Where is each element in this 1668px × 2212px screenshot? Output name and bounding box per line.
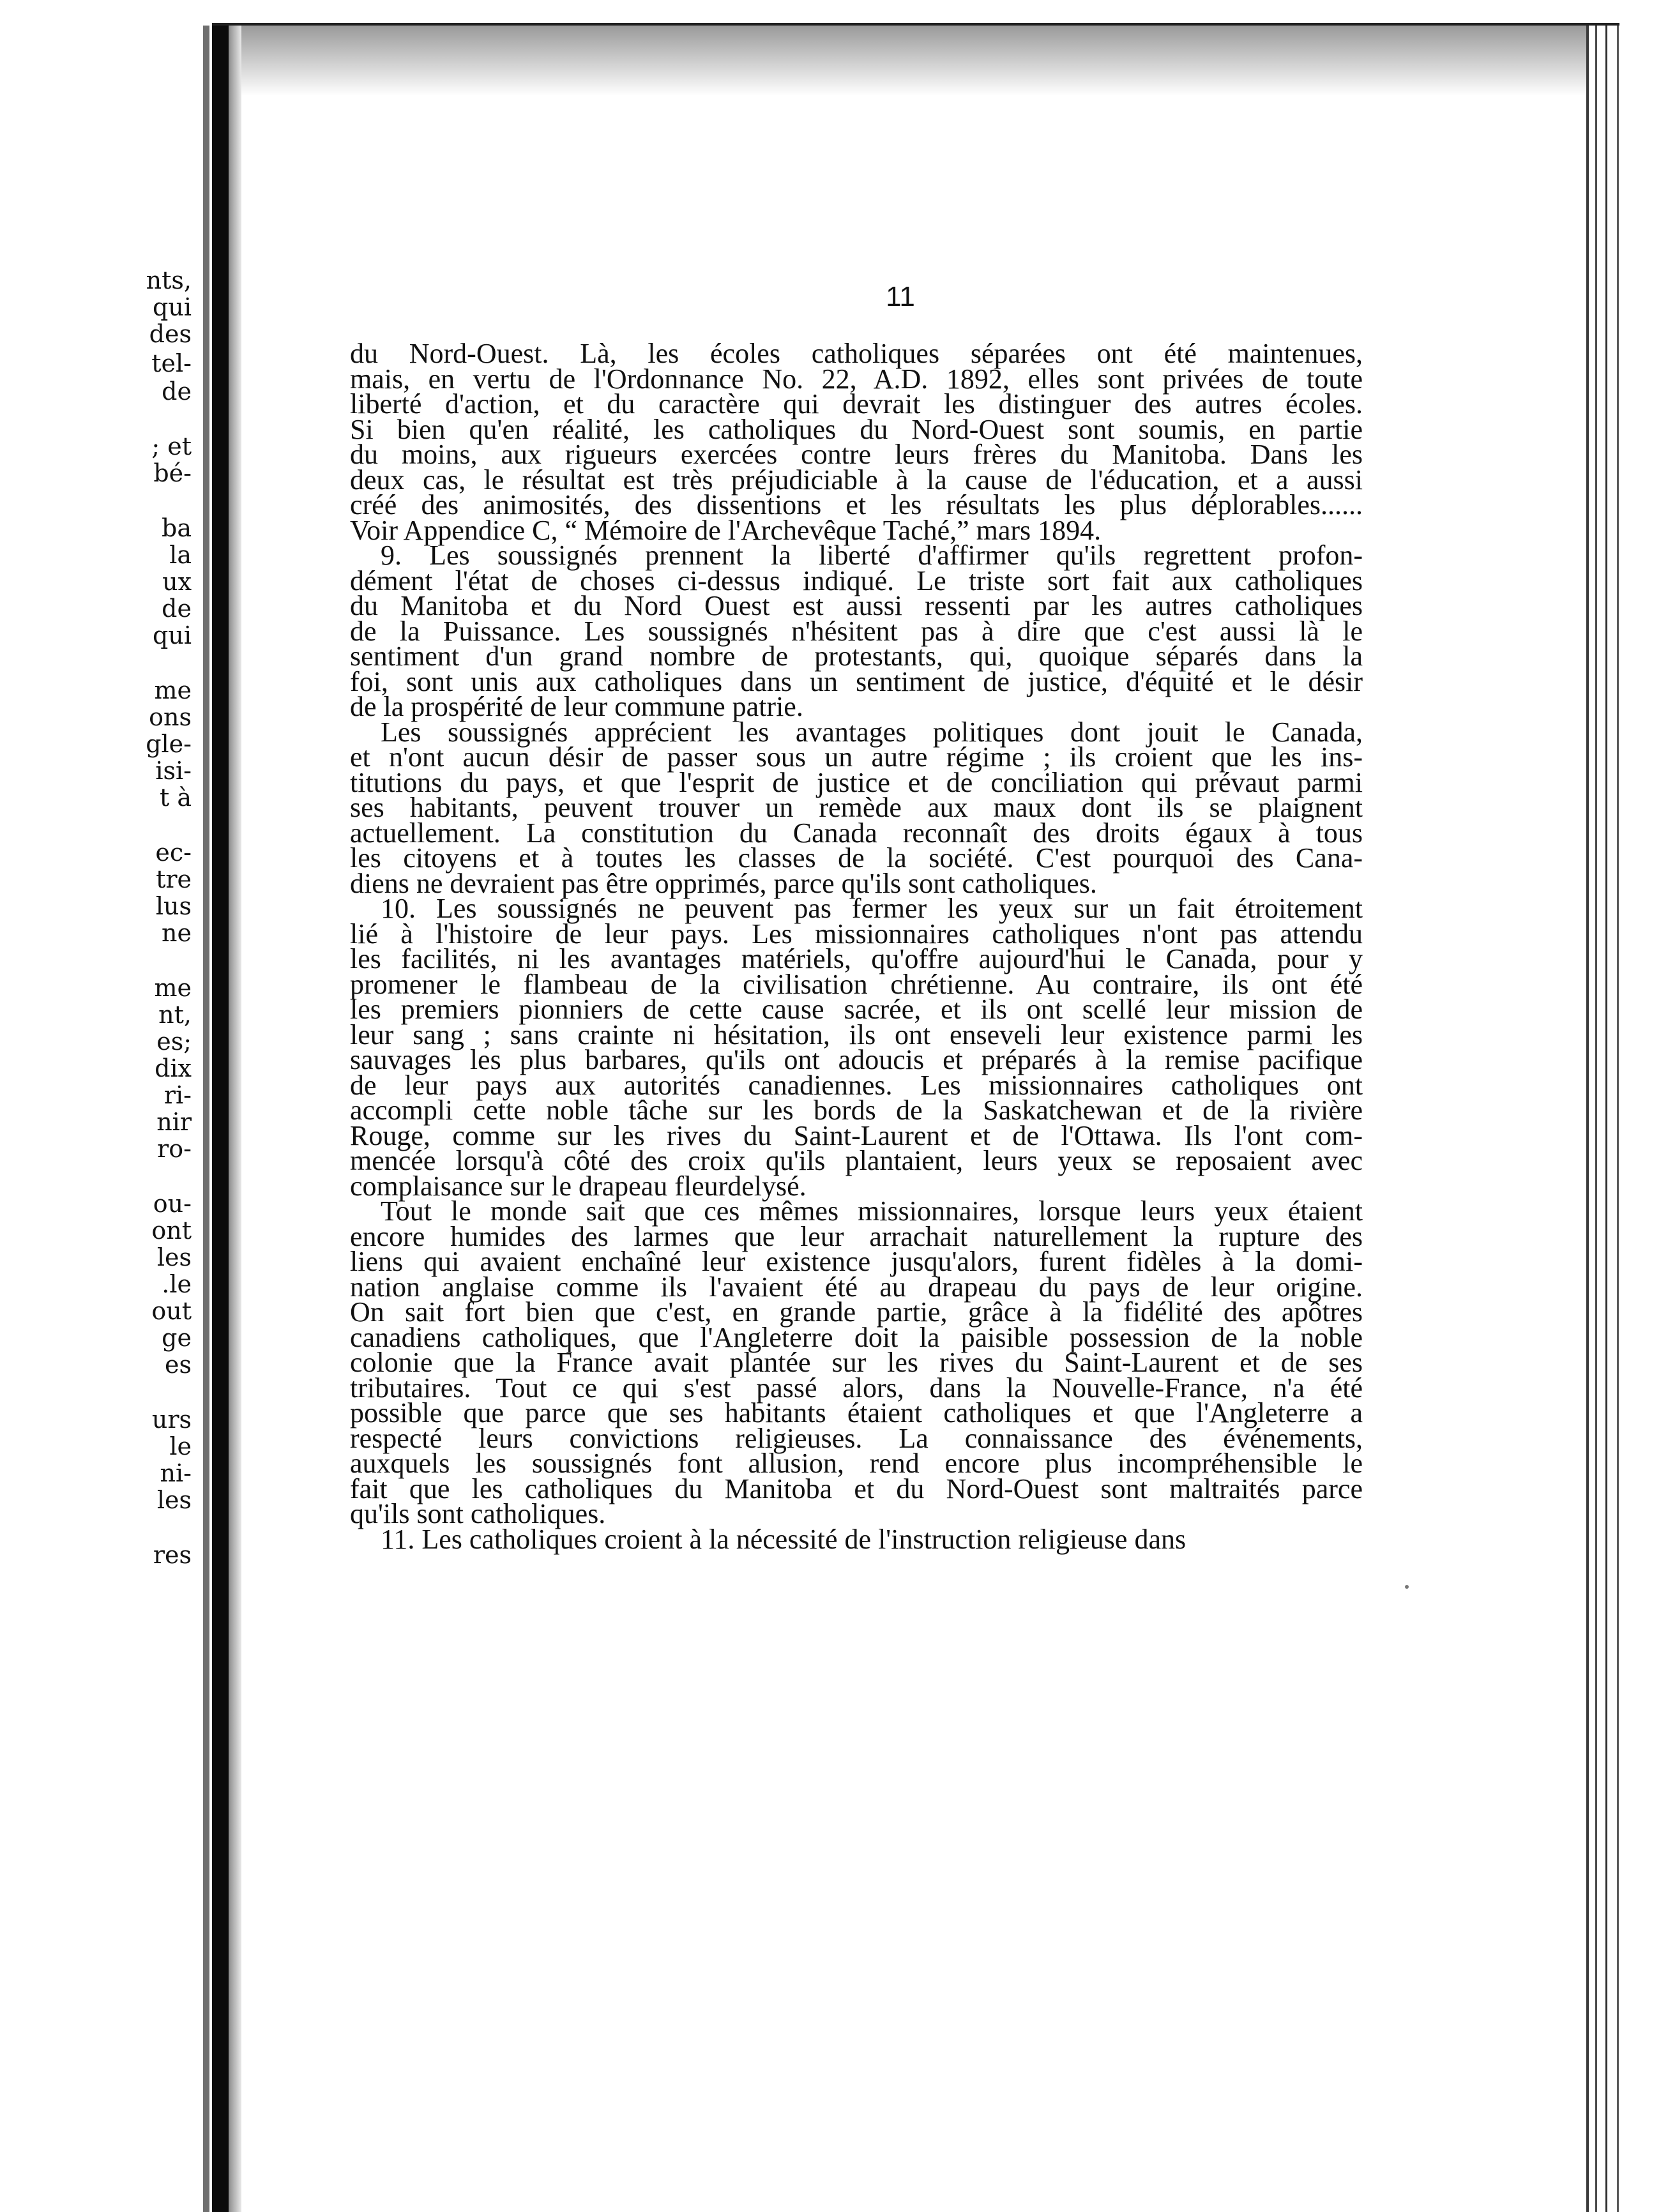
page-top-shadow — [241, 26, 1586, 96]
text-line: et n'ont aucun désir de passer sous un autre régime ; ils croient que les ins- — [350, 741, 1363, 773]
text-line: mais, en vertu de l'Ordonnance No. 22, A.D. 1892, elles sont privées de toute — [350, 363, 1363, 395]
text-line: nation anglaise comme ils l'avaient été au drapeau du pays de leur origine. — [350, 1271, 1363, 1303]
text-line: qu'ils sont catholiques. — [350, 1498, 606, 1529]
text-line: liberté d'action, et du caractère qui devrait les distinguer des autres écoles. — [350, 388, 1363, 420]
left-page-fragment: de — [162, 377, 192, 405]
left-page-fragment: ne — [162, 919, 192, 947]
left-page-fragment: res — [153, 1541, 192, 1569]
left-page-fragment: qui — [153, 621, 192, 649]
left-page-fragment: out — [151, 1297, 192, 1325]
left-page-fragment: es — [165, 1351, 192, 1379]
text-line: les premiers pionniers de cette cause sacrée, et ils ont scellé leur mission de — [350, 994, 1363, 1025]
text-line: deux cas, le résultat est très préjudiciable à la cause de l'éducation, et a aussi — [350, 464, 1363, 496]
left-page-fragment: tre — [156, 865, 192, 893]
left-page-fragment: ge — [162, 1324, 192, 1352]
left-page-fragment: me — [154, 676, 192, 704]
left-page-fragment: gle- — [146, 730, 192, 758]
scan-speck — [1405, 1585, 1409, 1589]
text-line: accompli cette noble tâche sur les bords de la Saskatchewan et de la rivière — [350, 1095, 1363, 1126]
text-line: Si bien qu'en réalité, les catholiques du Nord-Ouest sont soumis, en partie — [350, 413, 1363, 445]
left-page-fragment: urs — [151, 1405, 192, 1434]
text-line: encore humides des larmes que leur arrachait naturellement la rupture des — [350, 1220, 1363, 1252]
book-gutter — [212, 26, 229, 2212]
text-line: sauvages les plus barbares, qu'ils ont adoucis et préparés à la remise pacifique — [350, 1044, 1363, 1075]
text-line: foi, sont unis aux catholiques dans un sentiment de justice, d'équité et le désir — [350, 665, 1363, 697]
text-line: 9. Les soussignés prennent la liberté d'affirmer qu'ils regrettent profon- — [381, 540, 1363, 571]
text-line: Voir Appendice C, “ Mémoire de l'Archevêque Taché,” mars 1894. — [350, 514, 1102, 546]
left-page-fragment: me — [154, 974, 192, 1002]
left-page-fragment: de — [162, 595, 192, 623]
text-line: sentiment d'un grand nombre de protestants, qui, quoique séparés dans la — [350, 640, 1363, 672]
text-line: promener le flambeau de la civilisation chrétienne. Au contraire, ils ont été — [350, 968, 1363, 1000]
left-page-fragment: t à — [159, 784, 192, 812]
page-stack-edge — [1586, 26, 1589, 2212]
left-page-fragment: ba — [162, 514, 192, 542]
text-line: leur sang ; sans crainte ni hésitation, ils ont enseveli leur existence parmi les — [350, 1019, 1363, 1050]
left-page-fragment: ou- — [153, 1190, 192, 1218]
left-page-edge — [203, 26, 209, 2212]
left-page-fragment: les — [156, 1486, 192, 1514]
left-page-fragment: tel- — [151, 349, 192, 377]
left-page-fragment: ro- — [157, 1135, 192, 1163]
text-line: Rouge, comme sur les rives du Saint-Laurent et de l'Ottawa. Ils l'ont com- — [350, 1119, 1363, 1151]
text-line: fait que les catholiques du Manitoba et du Nord-Ouest sont maltraités parce — [350, 1473, 1363, 1504]
text-line: de la prospérité de leur commune patrie. — [350, 691, 803, 722]
text-line: possible que parce que ses habitants étaient catholiques et que l'Angleterre a — [350, 1397, 1363, 1428]
left-page-fragment: dix — [155, 1054, 192, 1082]
text-line: 10. Les soussignés ne peuvent pas fermer les yeux sur un fait étroitement — [381, 893, 1363, 924]
gutter-shadow — [229, 26, 241, 2212]
left-page-fragment: nt, — [158, 1001, 192, 1029]
left-page-fragment: qui — [153, 293, 192, 321]
text-line: auxquels les soussignés font allusion, rend encore plus incompréhensible le — [350, 1448, 1363, 1479]
left-page-fragment: la — [169, 541, 192, 569]
text-line: créé des animosités, des dissentions et les résultats les plus déplorables...... — [350, 489, 1363, 520]
left-page-fragment: es; — [156, 1027, 192, 1056]
left-page-fragment: des — [149, 320, 192, 348]
left-page-fragment: ons — [149, 703, 192, 731]
text-line: de leur pays aux autorités canadiennes. Les missionnaires catholiques ont — [350, 1069, 1363, 1101]
text-line: du Manitoba et du Nord Ouest est aussi ressenti par les autres catholiques — [350, 590, 1363, 621]
left-page-fragment: le — [169, 1432, 192, 1460]
text-line: dément l'état de choses ci-dessus indiqué. Le triste sort fait aux catholiques — [350, 564, 1363, 596]
text-line: complaisance sur le drapeau fleurdelysé. — [350, 1170, 807, 1202]
text-line: Tout le monde sait que ces mêmes missionnaires, lorsque leurs yeux étaient — [381, 1195, 1363, 1227]
left-page-fragment: ni- — [160, 1459, 192, 1487]
text-line: tributaires. Tout ce qui s'est passé alors, dans la Nouvelle-France, n'a été — [350, 1372, 1363, 1404]
text-line: respecté leurs convictions religieuses. La connaissance des événements, — [350, 1422, 1363, 1454]
left-page-fragment: bé- — [153, 459, 192, 487]
text-line: les citoyens et à toutes les classes de la société. C'est pourquoi des Cana- — [350, 842, 1363, 874]
text-line: titutions du pays, et que l'esprit de justice et de conciliation qui prévaut parmi — [350, 766, 1363, 798]
text-line: du Nord-Ouest. Là, les écoles catholiques séparées ont été maintenues, — [350, 338, 1363, 369]
text-line: 11. Les catholiques croient à la nécessité de l'instruction religieuse dans — [381, 1523, 1187, 1555]
text-line: de la Puissance. Les soussignés n'hésitent pas à dire que c'est aussi là le — [350, 615, 1363, 647]
text-line: lié à l'histoire de leur pays. Les missionnaires catholiques n'ont pas attendu — [350, 918, 1363, 950]
page-stack-edge — [1595, 26, 1597, 2212]
left-page-fragment: isi- — [155, 757, 192, 785]
page-stack-edge — [1605, 26, 1607, 2212]
text-line: colonie que la France avait plantée sur les rives du Saint-Laurent et de ses — [350, 1347, 1363, 1378]
text-line: diens ne devraient pas être opprimés, parce qu'ils sont catholiques. — [350, 867, 1097, 899]
text-line: actuellement. La constitution du Canada reconnaît des droits égaux à tous — [350, 817, 1363, 849]
left-facing-page — [0, 38, 206, 2212]
left-page-fragment: ri- — [163, 1081, 192, 1109]
text-line: canadiens catholiques, que l'Angleterre doit la paisible possession de la noble — [350, 1321, 1363, 1353]
text-line: mencée lorsqu'à côté des croix qu'ils plantaient, leurs yeux se reposaient avec — [350, 1145, 1363, 1176]
body-text — [350, 338, 1363, 1555]
text-line: Les soussignés apprécient les avantages politiques dont jouit le Canada, — [381, 716, 1363, 748]
text-line: liens qui avaient enchaîné leur existence jusqu'alors, furent fidèles à la domi- — [350, 1246, 1363, 1277]
left-page-fragment: ec- — [155, 838, 192, 867]
text-line: On sait fort bien que c'est, en grande partie, grâce à la fidélité des apôtres — [350, 1296, 1363, 1328]
left-page-fragment: les — [156, 1243, 192, 1271]
left-page-fragment: nts, — [146, 266, 192, 294]
left-page-fragment: nir — [156, 1108, 192, 1136]
left-page-fragment: ux — [162, 568, 192, 596]
page-stack-edge — [1617, 26, 1619, 2212]
left-page-fragment: ; et — [151, 432, 192, 460]
text-line: ses habitants, peuvent trouver un remède aux maux dont ils se plaignent — [350, 792, 1363, 823]
page-number: 11 — [886, 281, 915, 312]
text-line: les facilités, ni les avantages matériels, qu'offre aujourd'hui le Canada, pour y — [350, 943, 1363, 974]
text-line: du moins, aux rigueurs exercées contre leurs frères du Manitoba. Dans les — [350, 439, 1363, 470]
left-page-fragment: ont — [151, 1216, 192, 1245]
left-page-fragment: lus — [155, 892, 192, 920]
left-page-fragment: .le — [162, 1270, 192, 1298]
